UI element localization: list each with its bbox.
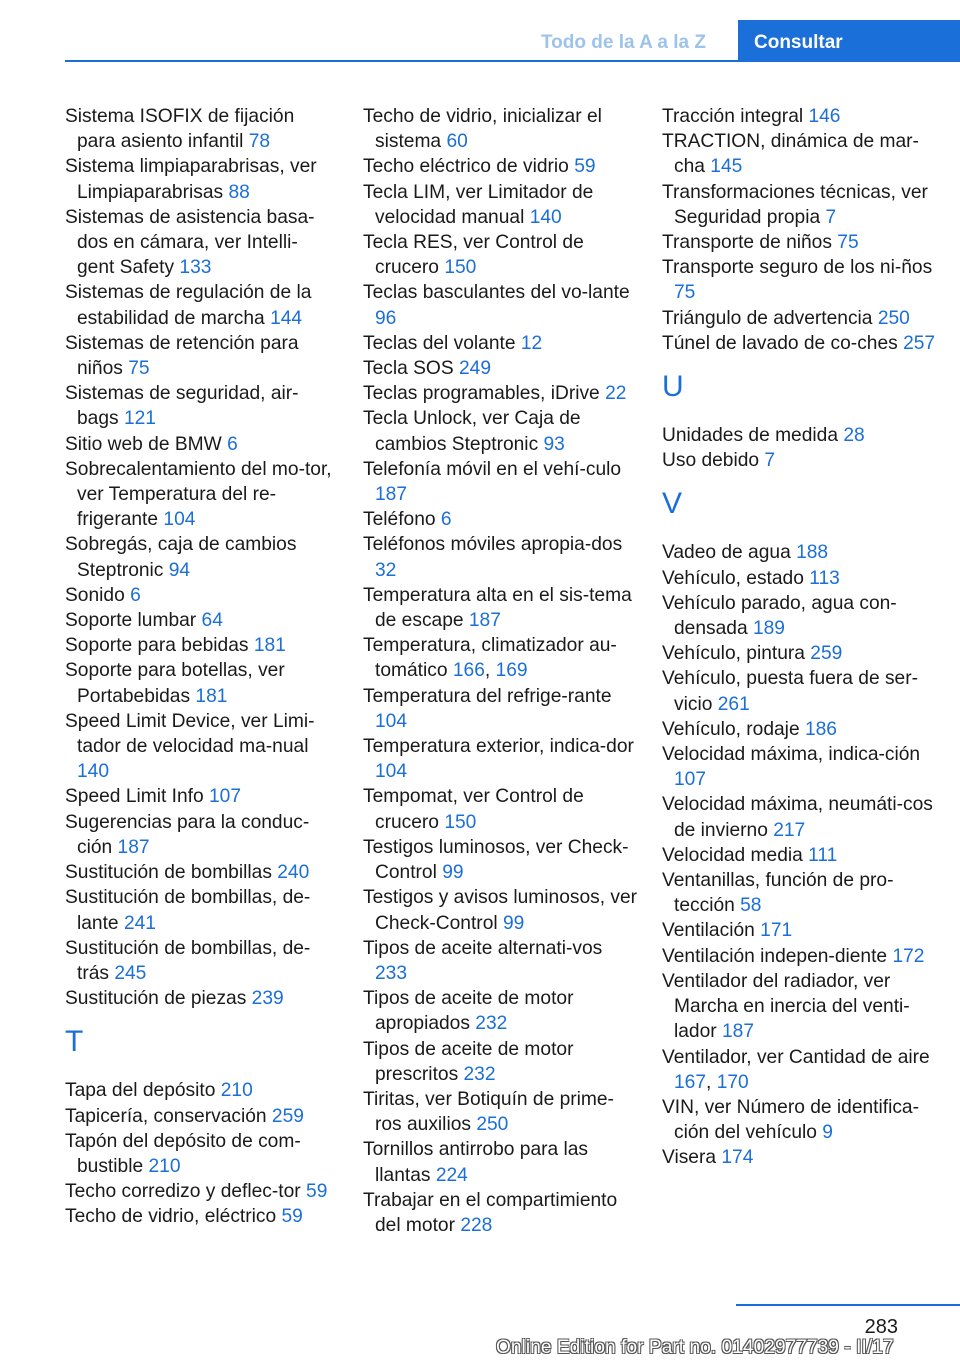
page-link[interactable]: 59 xyxy=(574,156,596,178)
page-link[interactable]: 59 xyxy=(306,1181,328,1203)
page-link[interactable]: 96 xyxy=(375,307,397,329)
page-link[interactable]: 133 xyxy=(179,257,212,279)
index-entry-text: Tempomat, ver Control de crucero xyxy=(363,786,584,833)
page-link[interactable]: 239 xyxy=(251,988,284,1010)
index-entry-text: Velocidad media xyxy=(662,844,803,866)
index-entry xyxy=(662,1145,937,1170)
page-link[interactable]: 144 xyxy=(270,307,303,329)
page-link[interactable]: 172 xyxy=(892,945,925,967)
index-entry xyxy=(662,591,937,641)
index-entry-text: Sustitución de piezas xyxy=(65,988,247,1010)
page-link[interactable]: 9 xyxy=(822,1122,833,1144)
index-entry xyxy=(662,104,937,129)
page-link[interactable]: 146 xyxy=(808,106,841,127)
page-link[interactable]: 187 xyxy=(468,610,501,632)
index-entry-text: Techo eléctrico de vidrio xyxy=(363,156,569,178)
page-link[interactable]: 181 xyxy=(253,635,286,657)
page-link[interactable]: 22 xyxy=(605,383,627,405)
index-entry-text: Teléfonos móviles apropia‐dos xyxy=(363,534,623,556)
page-link[interactable]: 28 xyxy=(843,425,865,447)
index-entry-text: Sobregás, caja de cambios Steptronic xyxy=(65,534,297,581)
page-number: 283 xyxy=(864,1316,898,1338)
index-entry xyxy=(363,180,638,230)
page-link[interactable]: 187 xyxy=(722,1021,755,1043)
page-link[interactable]: 75 xyxy=(674,282,696,304)
index-entry xyxy=(662,540,937,565)
page-link[interactable]: 150 xyxy=(444,257,477,279)
index-entry xyxy=(65,205,335,281)
index-entry xyxy=(65,381,335,431)
index-entry xyxy=(363,1188,638,1238)
index-entry-text: Temperatura, climatizador au‐tomático xyxy=(363,635,617,682)
index-entry-text: Techo de vidrio, inicializar el sistema xyxy=(363,106,602,153)
index-entry xyxy=(662,1095,937,1145)
index-entry xyxy=(65,658,335,708)
page-link[interactable]: 181 xyxy=(195,685,228,707)
index-entry xyxy=(662,306,937,331)
index-entry-text: Transformaciones técnicas, ver Seguridad propia xyxy=(662,181,928,228)
page-link[interactable]: 189 xyxy=(752,618,785,640)
page-link[interactable]: 99 xyxy=(502,912,525,934)
index-entry xyxy=(363,457,638,507)
index-entry-text: Tiritas, ver Botiquín de prime‐ros auxilios xyxy=(363,1088,614,1136)
index-entry-text: Testigos luminosos, ver Check-Control xyxy=(363,836,629,884)
section-title[interactable]: Todo de la A a la Z xyxy=(540,32,706,53)
page-link[interactable]: 259 xyxy=(810,643,843,665)
index-entry-text: Velocidad máxima, indica‐ción xyxy=(662,744,921,766)
index-entry-text: Soporte para bebidas xyxy=(65,635,249,657)
index-entry xyxy=(65,709,335,785)
index-entry-text: Teclas programables, iDrive xyxy=(363,383,600,405)
index-entry xyxy=(65,860,335,885)
page-link[interactable]: 171 xyxy=(760,920,793,942)
index-entry-text: Transporte de niños xyxy=(662,232,832,254)
index-entry xyxy=(363,986,638,1036)
index-entry xyxy=(662,969,937,1045)
index-entry-text: Tecla Unlock, ver Caja de cambios Steptronic xyxy=(363,408,581,455)
index-entry xyxy=(65,532,335,582)
index-entry xyxy=(662,792,937,842)
index-entry-text: Visera xyxy=(662,1147,717,1169)
index-entry-text: Sistemas de retención para niños xyxy=(65,332,299,380)
index-entry-text: Tapón del depósito de com‐bustible xyxy=(65,1130,301,1177)
index-entry xyxy=(363,583,638,633)
index-column-1 xyxy=(65,104,335,1230)
index-entry-text: Trabajar en el compartimiento del motor xyxy=(363,1189,618,1236)
index-entry-text: Soporte lumbar xyxy=(65,610,197,632)
index-entry xyxy=(65,810,335,860)
page-link[interactable]: 187 xyxy=(375,484,408,506)
page-link[interactable]: 224 xyxy=(435,1164,468,1186)
page-link[interactable]: 104 xyxy=(375,761,408,783)
index-entry-text: Tapa del depósito xyxy=(65,1080,216,1102)
index-letter-heading: T xyxy=(65,1025,84,1059)
index-entry xyxy=(65,104,335,154)
page-link[interactable]: 104 xyxy=(163,509,196,531)
index-entry-text: VIN, ver Número de identifica‐ción del vehículo xyxy=(662,1096,919,1144)
index-entry xyxy=(363,684,638,734)
index-entry-text: Vehículo, estado xyxy=(662,567,804,589)
index-entry-text: Ventilador, ver Cantidad de aire xyxy=(662,1046,930,1068)
index-entry xyxy=(363,1137,638,1187)
index-entry-text: Speed Limit Info xyxy=(65,786,204,808)
page-link[interactable]: 75 xyxy=(128,358,150,380)
index-entry-text: Velocidad máxima, neumáti‐cos de invierno xyxy=(662,794,933,841)
index-entry xyxy=(65,154,335,204)
index-entry xyxy=(65,885,335,935)
page-link[interactable]: 240 xyxy=(277,862,310,884)
index-entry-text: Sustitución de bombillas, de‐trás xyxy=(65,937,311,984)
page-link[interactable]: 188 xyxy=(796,542,829,564)
page-link[interactable]: 250 xyxy=(877,307,910,329)
index-entry xyxy=(363,507,638,532)
page-link[interactable]: 140 xyxy=(77,761,110,783)
index-entry xyxy=(662,742,937,792)
index-entry xyxy=(662,944,937,969)
page-link[interactable]: 7 xyxy=(764,450,776,472)
index-entry-text: Temperatura del refrige‐rante xyxy=(363,685,612,707)
page-link[interactable]: 232 xyxy=(463,1063,496,1085)
index-entry-text: Transporte seguro de los ni‐ños xyxy=(662,257,933,279)
index-entry xyxy=(662,423,937,448)
page-link[interactable]: 250 xyxy=(476,1114,509,1136)
index-letter-heading: V xyxy=(662,487,683,521)
page-link[interactable]: 88 xyxy=(228,181,250,203)
index-entry xyxy=(662,448,937,473)
index-entry: Temperatura, climatizador au‐tomático 166, 169 xyxy=(363,635,617,682)
index-letter-heading: U xyxy=(662,370,684,404)
index-entry-text: Techo corredizo y deflec‐tor xyxy=(65,1181,301,1203)
index-entry xyxy=(363,936,638,986)
page-link[interactable]: 78 xyxy=(248,131,271,153)
index-entry xyxy=(662,918,937,943)
index-entry xyxy=(363,835,638,885)
page-link[interactable]: 59 xyxy=(281,1206,303,1228)
index-entry xyxy=(363,885,638,935)
index-entry xyxy=(662,566,937,591)
page-link[interactable]: 113 xyxy=(809,567,840,589)
page-link[interactable]: 210 xyxy=(148,1155,181,1177)
page-link[interactable]: 94 xyxy=(168,559,191,581)
index-entry xyxy=(662,230,937,255)
index-entry-text: Vehículo, rodaje xyxy=(662,718,800,740)
index-entry xyxy=(363,381,638,406)
page-link[interactable]: 245 xyxy=(114,962,147,984)
page-link[interactable]: 32 xyxy=(375,559,397,581)
index-entry xyxy=(363,356,638,381)
page-link[interactable]: 167 xyxy=(674,1071,707,1093)
index-entry xyxy=(363,154,638,179)
index-entry xyxy=(363,1037,638,1087)
page-link[interactable]: 111 xyxy=(808,844,838,866)
page-header xyxy=(0,0,960,62)
page-link[interactable]: 257 xyxy=(903,332,936,354)
index-entry-text: Ventanillas, función de pro‐tección xyxy=(662,870,894,917)
index-entry-text: Sistema ISOFIX de fijación para asiento infantil xyxy=(65,106,295,153)
page-link[interactable]: 6 xyxy=(130,584,141,606)
index-entry xyxy=(65,986,335,1011)
page-link[interactable]: 166 xyxy=(452,660,485,682)
index-entry-text: Sugerencias para la conduc‐ción xyxy=(65,811,310,858)
index-entry-text: Sonido xyxy=(65,584,125,606)
page-link[interactable]: 232 xyxy=(475,1013,508,1035)
index-entry xyxy=(363,734,638,784)
index-entry xyxy=(662,129,937,179)
page-link[interactable]: 170 xyxy=(716,1071,749,1093)
index-entry-text: Ventilación xyxy=(662,920,755,942)
index-entry xyxy=(65,1204,335,1229)
index-entry xyxy=(363,104,638,154)
index-entry-text: Tipos de aceite de motor prescritos xyxy=(363,1038,574,1085)
index-entry xyxy=(65,784,335,809)
index-entry-text: Tapicería, conservación xyxy=(65,1105,267,1127)
index-entry xyxy=(65,331,335,381)
index-entry xyxy=(662,180,937,230)
page-link[interactable]: 187 xyxy=(117,836,150,858)
index-entry-text: Tecla SOS xyxy=(363,358,454,380)
index-entry-text: Sistemas de seguridad, air‐bags xyxy=(65,383,299,430)
index-entry-text: Sitio web de BMW xyxy=(65,433,222,455)
index-entry xyxy=(65,583,335,608)
page-link[interactable]: 150 xyxy=(444,811,477,833)
index-entry-text: Teclas basculantes del vo‐lante xyxy=(363,282,630,304)
page-link[interactable]: 107 xyxy=(674,769,707,791)
index-entry-text: Ventilador del radiador, ver Marcha en inercia del venti‐lador xyxy=(662,970,910,1043)
index-entry-text: Sustitución de bombillas xyxy=(65,862,272,884)
page-link[interactable]: 121 xyxy=(123,408,156,430)
index-entry-text: Telefonía móvil en el vehí‐culo xyxy=(363,458,622,480)
page-link[interactable]: 107 xyxy=(209,786,242,808)
index-entry xyxy=(662,843,937,868)
page-link[interactable]: 217 xyxy=(773,819,806,841)
index-entry xyxy=(662,331,937,356)
edition-note: Online Edition for Part no. 01402977739 - II/17 xyxy=(496,1337,894,1358)
index-entry-text: Tecla LIM, ver Limitador de velocidad manual xyxy=(363,181,594,228)
index-entry-text: Soporte para botellas, ver Portabebidas xyxy=(65,660,285,707)
index-column-3 xyxy=(662,104,937,1171)
page-link[interactable]: 249 xyxy=(459,358,492,380)
index-entry-text: Tracción integral xyxy=(662,106,804,127)
index-entry xyxy=(363,532,638,582)
index-entry xyxy=(363,784,638,834)
index-entry-text: Temperatura exterior, indica‐dor xyxy=(363,736,634,758)
page-link[interactable]: 261 xyxy=(717,693,750,715)
index-entry xyxy=(662,666,937,716)
index-entry-text: Teléfono xyxy=(363,509,436,531)
index-entry xyxy=(65,432,335,457)
index-entry-text: Triángulo de advertencia xyxy=(662,307,873,329)
index-entry xyxy=(363,331,638,356)
index-entry-text: Sistema limpiaparabrisas, ver Limpiaparabrisas xyxy=(65,156,317,203)
page-link[interactable]: 75 xyxy=(837,232,859,254)
index-column-2 xyxy=(363,104,638,1238)
index-entry-text: Uso debido xyxy=(662,450,760,472)
page-link[interactable]: 186 xyxy=(804,718,837,740)
index-entry-text: Tornillos antirrobo para las llantas xyxy=(363,1139,589,1186)
index-entry-text: Vadeo de agua xyxy=(662,542,791,564)
index-entry xyxy=(662,255,937,305)
index-entry xyxy=(65,633,335,658)
index-entry-text: Vehículo parado, agua con‐densada xyxy=(662,592,897,640)
index-entry-text: Vehículo, puesta fuera de ser‐vicio xyxy=(662,668,918,715)
index-entry-text: Teclas del volante xyxy=(363,332,516,354)
index-entry xyxy=(363,406,638,456)
page-link[interactable]: 140 xyxy=(529,206,562,228)
index-entry-text: Techo de vidrio, eléctrico xyxy=(65,1206,277,1228)
header-rule xyxy=(65,60,960,62)
index-entry xyxy=(662,868,937,918)
index-entry xyxy=(662,641,937,666)
page-link[interactable]: 210 xyxy=(220,1080,253,1102)
index-entry-text: Unidades de medida xyxy=(662,425,839,447)
index-entry xyxy=(363,230,638,280)
page-link[interactable]: 233 xyxy=(375,962,408,984)
page-link[interactable]: 228 xyxy=(460,1214,493,1236)
index-entry-text: Ventilación indepen‐diente xyxy=(662,945,888,967)
page-link[interactable]: 6 xyxy=(227,433,238,455)
page-link[interactable]: 241 xyxy=(123,912,156,934)
page-link[interactable]: 12 xyxy=(520,332,543,354)
index-entry-text: Temperatura alta en el sis‐tema de escape xyxy=(363,584,632,632)
page-link[interactable]: 6 xyxy=(440,509,452,531)
index-entry xyxy=(65,280,335,330)
index-entry xyxy=(65,1104,335,1129)
index-entry-text: Tipos de aceite alternati‐vos xyxy=(363,937,603,959)
index-entry xyxy=(65,1129,335,1179)
tab-consultar[interactable]: Consultar xyxy=(738,20,960,62)
index-entry xyxy=(65,1179,335,1204)
page-link[interactable]: 174 xyxy=(721,1147,754,1169)
page-link[interactable]: 7 xyxy=(825,206,837,228)
index-entry-text: Tipos de aceite de motor apropiados xyxy=(363,988,574,1035)
index-entry-text: Sistemas de asistencia basa‐dos en cámara, ver Intelli‐gent Safety xyxy=(65,206,315,279)
index-entry xyxy=(363,280,638,330)
page-link[interactable]: 64 xyxy=(201,610,223,632)
index-entry-text: Sistemas de regulación de la estabilidad de marcha xyxy=(65,282,312,329)
index-entry xyxy=(363,1087,638,1137)
footer-rule xyxy=(736,1304,960,1306)
page-link[interactable]: 145 xyxy=(710,156,743,178)
page-link[interactable]: 60 xyxy=(446,131,468,153)
index-entry-text: Testigos y avisos luminosos, ver Check-Control xyxy=(363,887,638,934)
index-entry-text: Sustitución de bombillas, de‐lante xyxy=(65,887,311,934)
page-link[interactable]: 99 xyxy=(442,862,464,884)
index-entry xyxy=(65,936,335,986)
index-entry-text: Speed Limit Device, ver Limi‐tador de velocidad ma‐nual xyxy=(65,710,315,758)
page-link[interactable]: 93 xyxy=(543,433,565,455)
page-link[interactable]: 58 xyxy=(740,895,762,917)
index-entry-text: Tecla RES, ver Control de crucero xyxy=(363,232,584,279)
page-link[interactable]: 169 xyxy=(495,660,528,682)
index-entry xyxy=(65,1078,335,1103)
index-entry-text: Vehículo, pintura xyxy=(662,643,805,665)
index-entry xyxy=(662,717,937,742)
page-link[interactable]: 104 xyxy=(375,710,408,732)
index-entry-text: TRACTION, dinámica de mar‐cha xyxy=(662,131,919,178)
index-entry: Ventilador, ver Cantidad de aire 167, 170 xyxy=(662,1046,930,1093)
index-entry xyxy=(65,457,335,533)
page-link[interactable]: 259 xyxy=(271,1105,304,1127)
index-entry-text: Sobrecalentamiento del mo‐tor, ver Temperatura del re‐frigerante xyxy=(65,458,332,531)
index-entry xyxy=(65,608,335,633)
index-entry-text: Túnel de lavado de co‐ches xyxy=(662,332,898,354)
